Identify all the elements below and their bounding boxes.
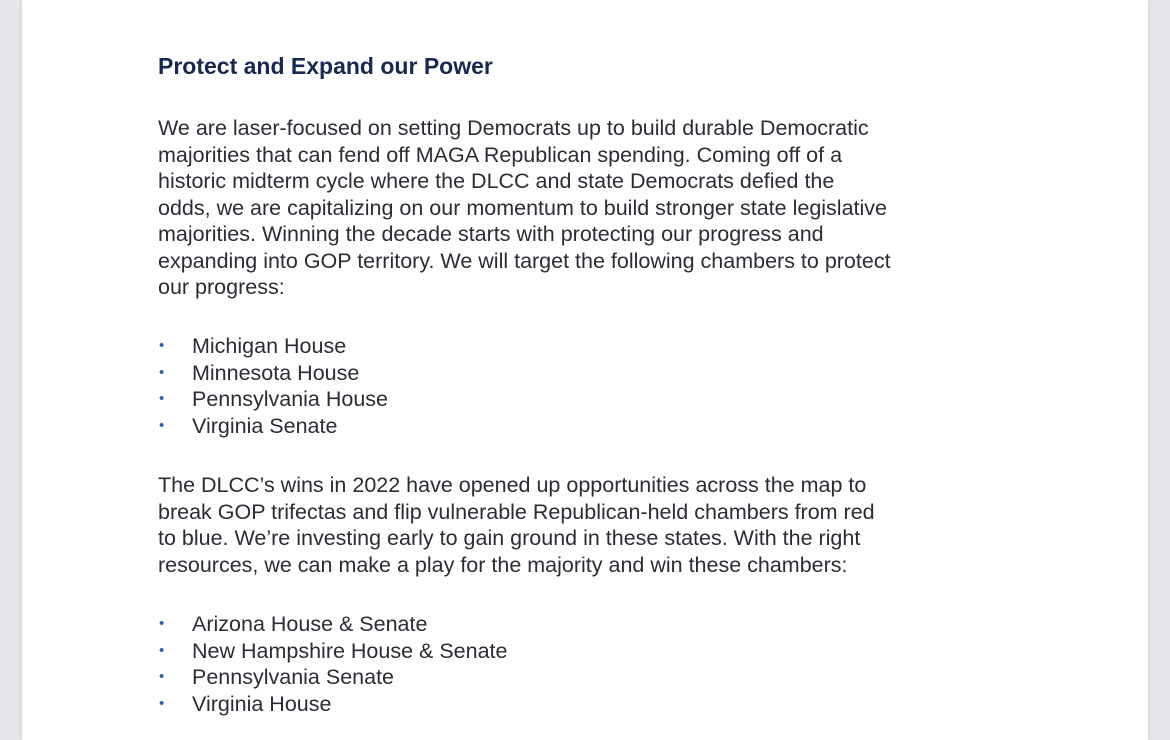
document-page	[22, 0, 1148, 740]
bullet-icon: •	[159, 390, 165, 408]
list-item-label: Arizona House & Senate	[192, 612, 428, 636]
paragraph-line: to blue. We’re investing early to gain ground in these states. With the right	[158, 526, 861, 550]
paragraph-line: historic midterm cycle where the DLCC and state Democrats defied the	[158, 169, 835, 193]
bullet-icon: •	[159, 694, 165, 712]
paragraph-line: resources, we can make a play for the majority and win these chambers:	[158, 552, 848, 577]
bullet-icon: •	[159, 615, 165, 632]
bullet-icon: •	[159, 668, 165, 686]
paragraph-line: our progress:	[158, 275, 285, 299]
bullet-icon: •	[159, 416, 165, 434]
list-item-label: Michigan House	[192, 334, 347, 358]
paragraph-line: majorities that can fend off MAGA Republican spending. Coming off of a	[158, 142, 843, 167]
opportunity-paragraph	[158, 472, 1028, 578]
list-item-label: Virginia Senate	[192, 413, 338, 438]
paragraph-line: break GOP trifectas and flip vulnerable Republican-held chambers from red	[158, 499, 875, 524]
list-item-label: New Hampshire House & Senate	[192, 638, 508, 663]
paragraph-line: odds, we are capitalizing on our momentum to build stronger state legislative	[158, 195, 887, 220]
intro-paragraph	[158, 115, 1028, 301]
bullet-icon: •	[159, 363, 165, 381]
paragraph-line: We are laser-focused on setting Democrats up to build durable Democratic	[158, 116, 869, 140]
list-item-label: Pennsylvania House	[192, 387, 389, 412]
section-heading: Protect and Expand our Power	[158, 53, 493, 79]
bullet-icon: •	[159, 641, 165, 659]
paragraph-line: majorities. Winning the decade starts with protecting our progress and	[158, 222, 824, 246]
paragraph-line: The DLCC’s wins in 2022 have opened up opportunities across the map to	[158, 473, 867, 497]
bullet-icon: •	[159, 337, 165, 354]
list-item-label: Pennsylvania Senate	[192, 665, 395, 690]
list-item-label: Virginia House	[192, 691, 332, 716]
list-item-label: Minnesota House	[192, 360, 360, 385]
paragraph-line: expanding into GOP territory. We will target the following chambers to protect	[158, 248, 891, 273]
